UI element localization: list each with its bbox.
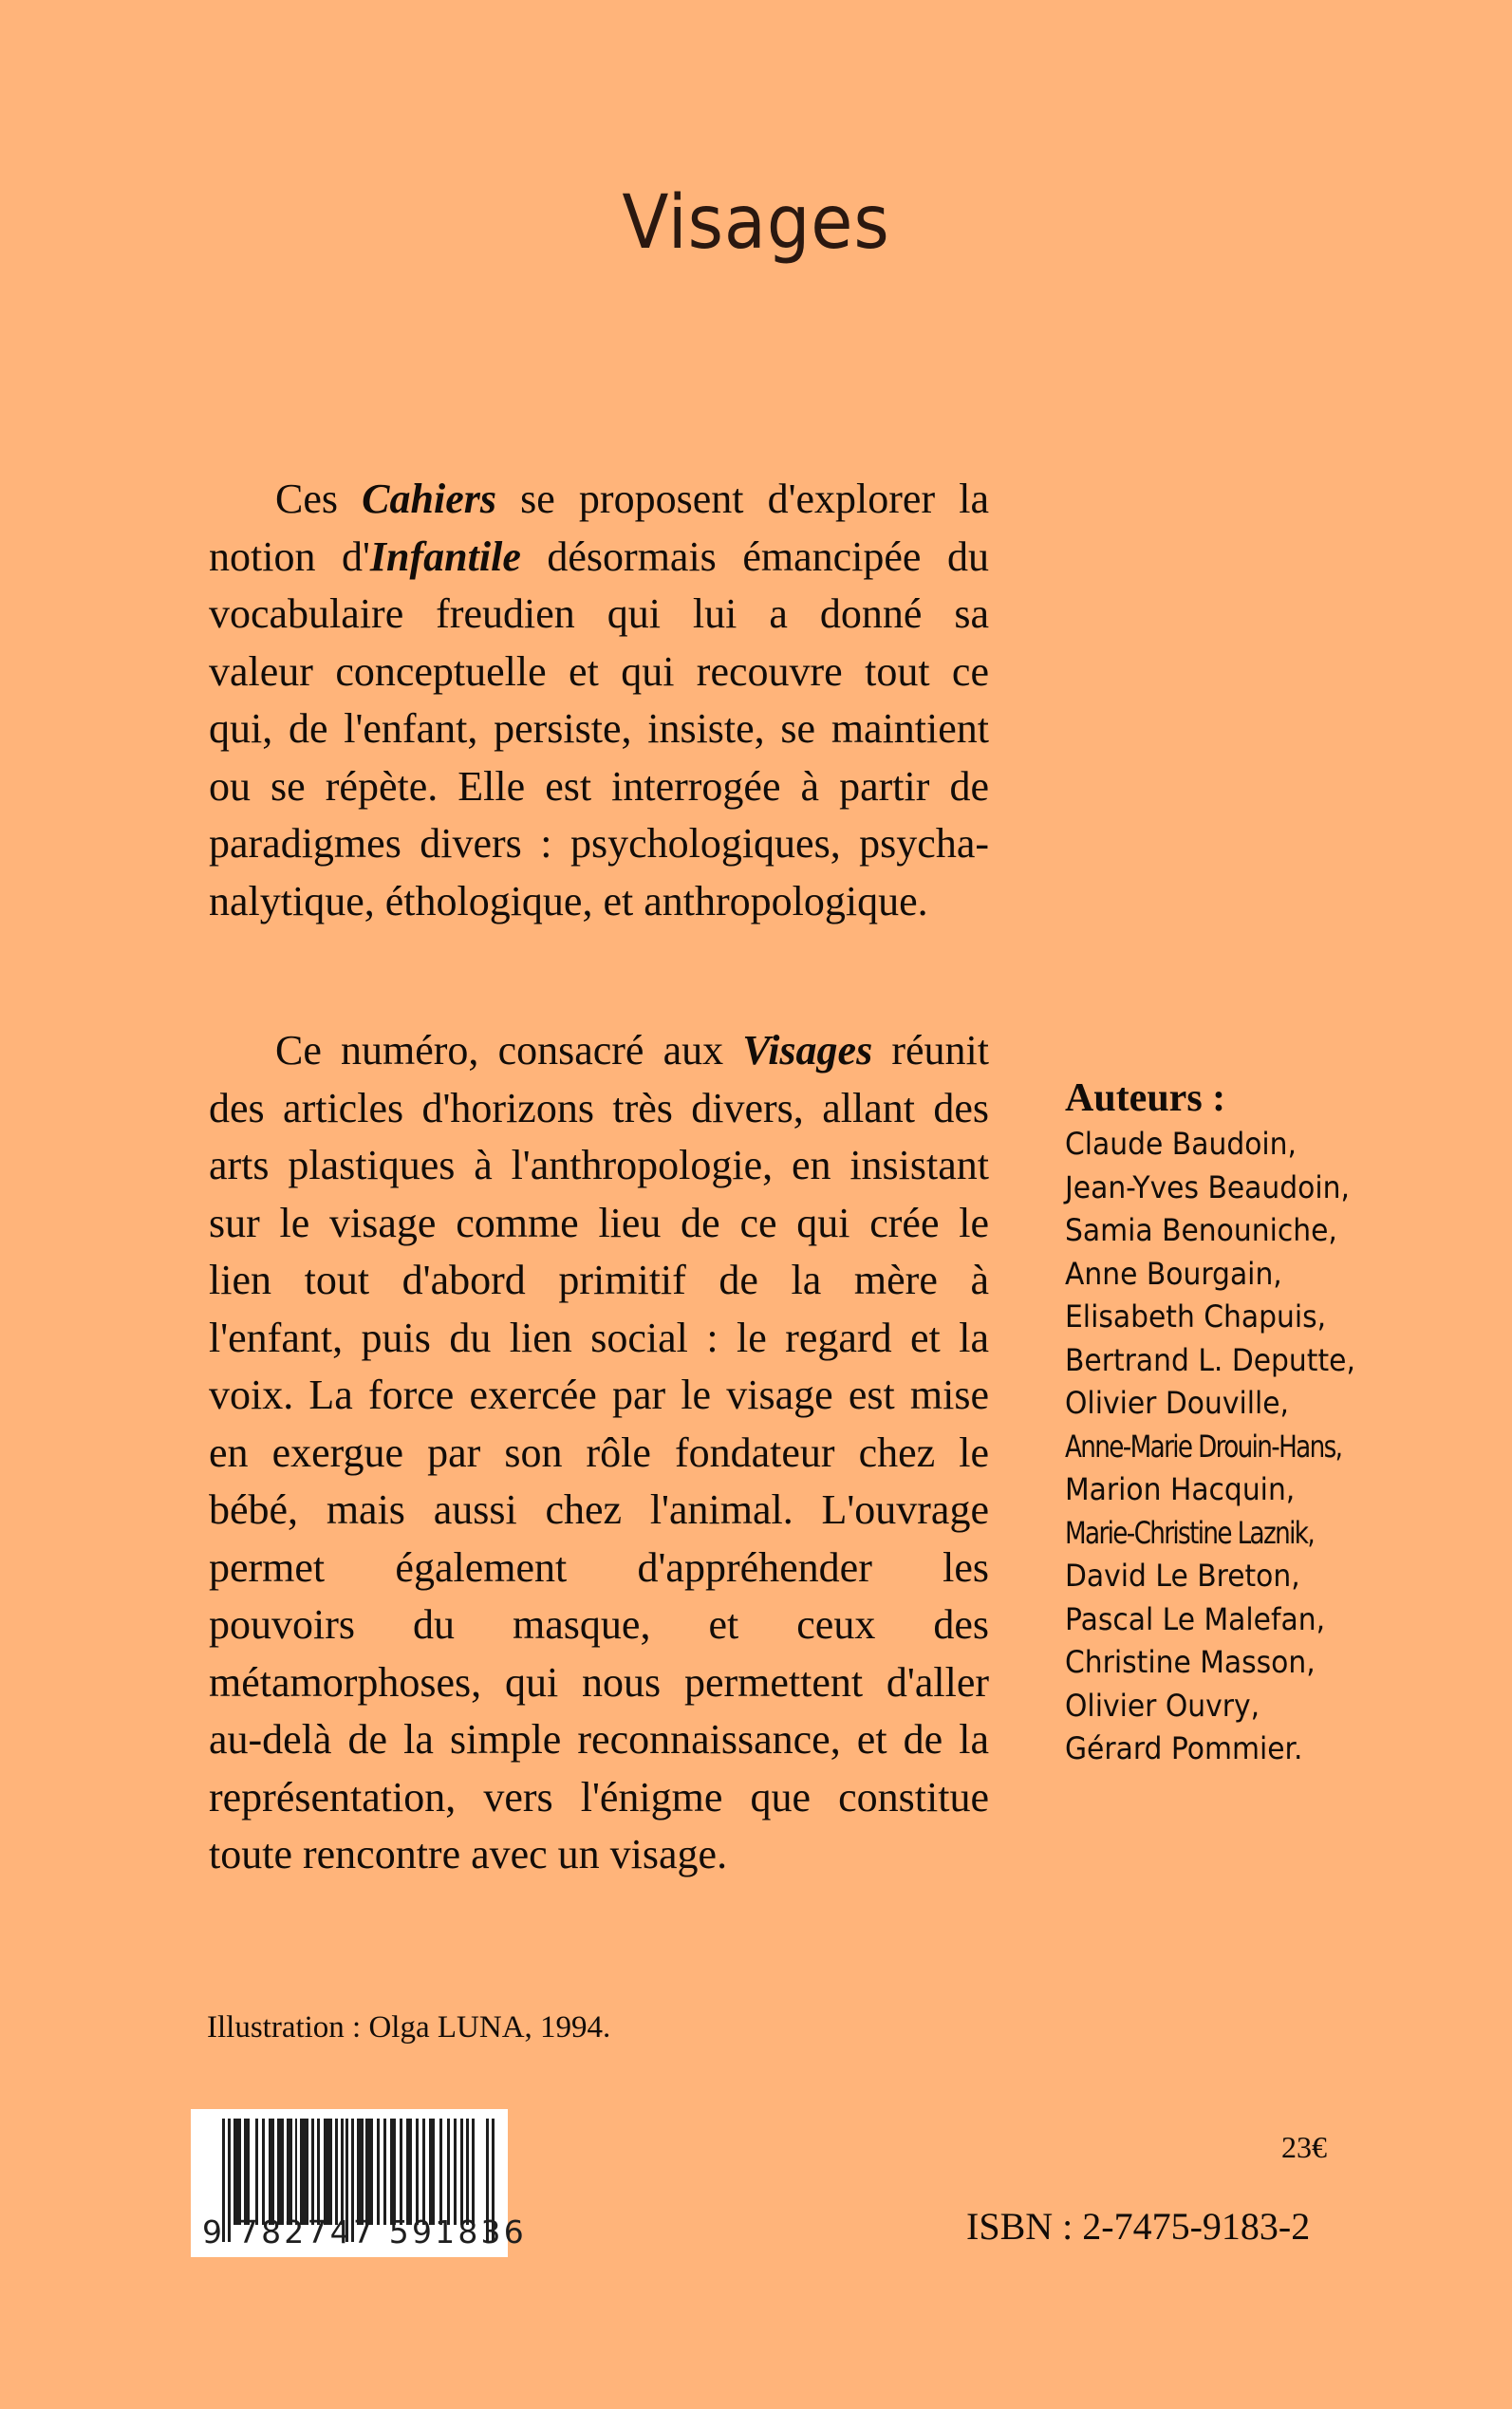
paragraph-line: paradigmes divers : psychologiques, psycha-	[209, 820, 989, 867]
paragraph-line: métamorphoses, qui nous permettent d'aller	[209, 1658, 989, 1706]
paragraph-line: en exergue par son rôle fondateur chez le	[209, 1429, 989, 1476]
author-name: Marie-Christine Laznik,	[1065, 1514, 1315, 1551]
book-title: Visages	[622, 180, 890, 266]
author-name: Christine Masson,	[1065, 1644, 1316, 1680]
paragraph-line: valeur conceptuelle et qui recouvre tout ce	[209, 647, 989, 695]
author-name: Elisabeth Chapuis,	[1065, 1298, 1327, 1335]
author-name: Claude Baudoin,	[1065, 1126, 1297, 1162]
author-name: Olivier Ouvry,	[1065, 1687, 1260, 1724]
authors-heading: Auteurs :	[1065, 1076, 1226, 1120]
paragraph-line: Ces Cahiers se proposent d'explorer la	[275, 476, 990, 522]
emphasis-text: Cahiers	[362, 476, 496, 522]
illustration-credit: Illustration : Olga LUNA, 1994.	[207, 2010, 611, 2045]
author-name: Anne-Marie Drouin-Hans,	[1065, 1428, 1342, 1465]
barcode	[191, 2109, 527, 2257]
paragraph-line: qui, de l'enfant, persiste, insiste, se maintient	[209, 705, 989, 752]
paragraph-line: arts plastiques à l'anthropologie, en insistant	[209, 1142, 989, 1188]
price: 23€	[1281, 2130, 1327, 2164]
paragraph-line: Ce numéro, consacré aux Visages réunit	[275, 1027, 989, 1074]
author-name: Olivier Douville,	[1065, 1385, 1290, 1421]
paragraph-line: au-delà de la simple reconnaissance, et de la	[209, 1716, 989, 1763]
paragraph-line: bébé, mais aussi chez l'animal. L'ouvrage	[209, 1486, 989, 1533]
author-name: Gérard Pommier.	[1065, 1730, 1303, 1766]
author-name: Marion Hacquin,	[1065, 1471, 1296, 1507]
paragraph-line: notion d'Infantile désormais émancipée du	[209, 532, 989, 580]
description-paragraph-1	[209, 471, 989, 930]
isbn: ISBN : 2-7475-9183-2	[966, 2205, 1311, 2248]
paragraph-line: l'enfant, puis du lien social : le regard et la	[209, 1314, 989, 1361]
paragraph-line: voix. La force exercée par le visage est mise	[209, 1372, 989, 1418]
barcode-number: 9 782747 591836	[202, 2213, 527, 2250]
paragraph-line: pouvoirs du masque, et ceux des	[209, 1601, 989, 1648]
paragraph-line: ou se répète. Elle est interrogée à partir de	[209, 762, 989, 810]
author-name: Anne Bourgain,	[1065, 1255, 1282, 1292]
paragraph-line: toute rencontre avec un visage.	[209, 1831, 728, 1877]
emphasis-text: Visages	[742, 1027, 873, 1074]
paragraph-line: sur le visage comme lieu de ce qui crée le	[209, 1199, 989, 1246]
paragraph-line: lien tout d'abord primitif de la mère à	[209, 1257, 989, 1303]
author-name: Pascal Le Malefan,	[1065, 1600, 1326, 1637]
author-name: Samia Benouniche,	[1065, 1212, 1337, 1248]
description-paragraph-2	[209, 1022, 989, 1884]
paragraph-line: représentation, vers l'énigme que constitue	[209, 1773, 989, 1821]
emphasis-text: Infantile	[369, 532, 521, 580]
paragraph-line: permet également d'appréhender les	[209, 1543, 989, 1591]
paragraph-line: vocabulaire freudien qui lui a donné sa	[209, 590, 989, 637]
paragraph-line: nalytique, éthologique, et anthropologique.	[209, 877, 928, 924]
authors-list	[1065, 1075, 1464, 1771]
author-name: Bertrand L. Deputte,	[1065, 1341, 1355, 1378]
author-name: David Le Breton,	[1065, 1558, 1300, 1594]
paragraph-line: des articles d'horizons très divers, allant des	[209, 1084, 989, 1131]
author-name: Jean-Yves Beaudoin,	[1065, 1168, 1350, 1205]
